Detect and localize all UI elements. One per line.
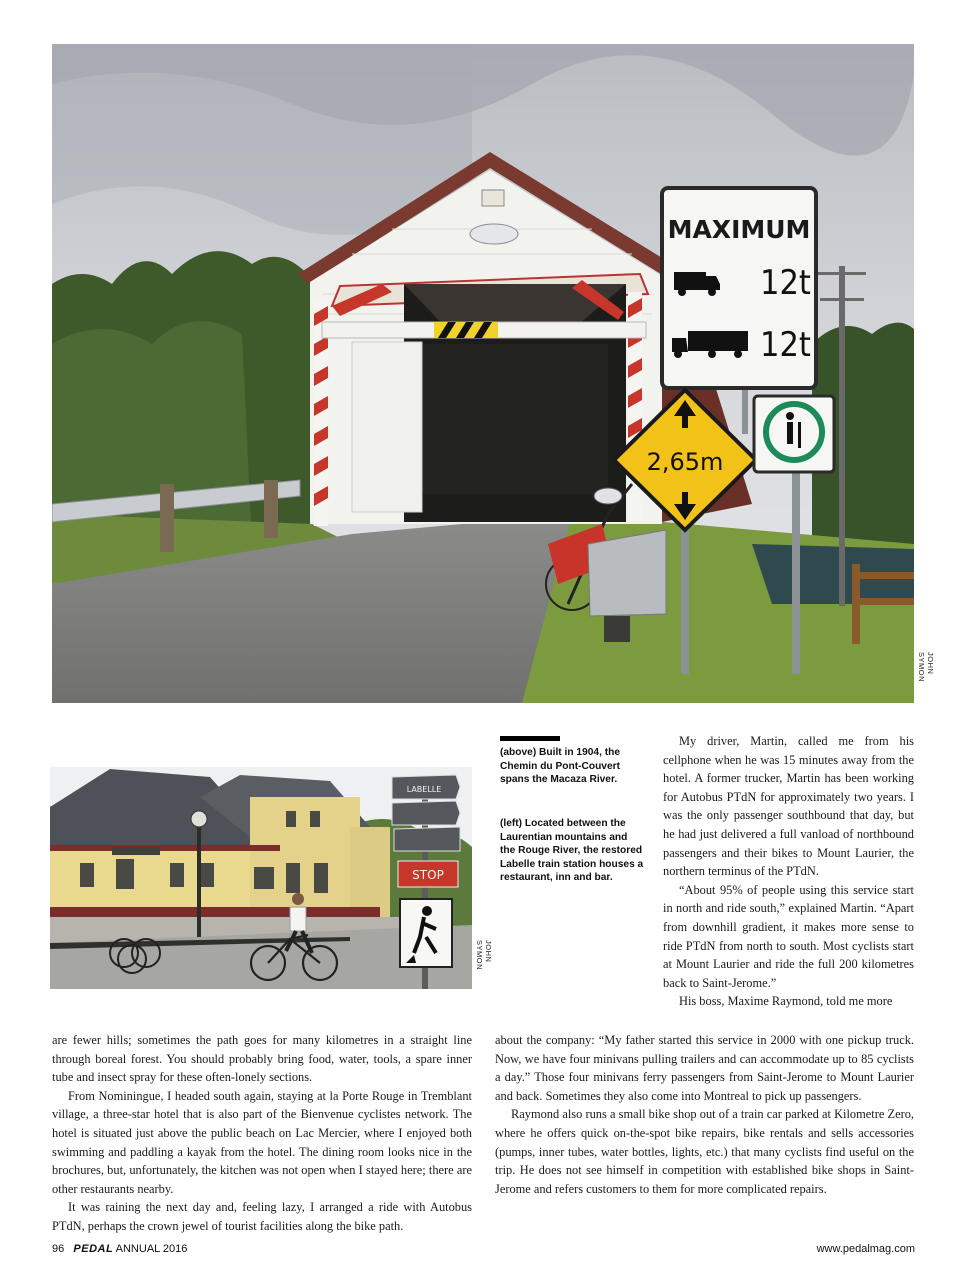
caption-above: (above) Built in 1904, the Chemin du Pont-Couvert spans the Macaza River. (500, 747, 621, 785)
bottom-left-column (52, 1031, 472, 1236)
sign-labelle-text: LABELLE (406, 785, 442, 794)
sign-maximum-text: MAXIMUM (667, 215, 811, 244)
footer-left (52, 1243, 187, 1255)
sign-weight-semi-text: 12t (760, 325, 811, 365)
issue-label: ANNUAL 2016 (115, 1243, 188, 1255)
train-station-photo (50, 767, 472, 989)
covered-bridge-photo (52, 44, 914, 703)
paragraph: are fewer hills; sometimes the path goes for many kilometres in a straight line through boreal forest. You should probably bring food, water, tools, a spare inner tube and insect spray for these often-lonely sections. (52, 1033, 472, 1085)
stop-sign (398, 861, 458, 887)
covered-bridge-illustration (52, 44, 914, 703)
paragraph: From Nominingue, I headed south again, staying at la Porte Rouge in Tremblant village, a three-star hotel that is also part of the Bienvenue cyclistes network. The hotel is situated just above the public beach on Lac Mercier, where I enjoyed both swimming and paddling a kayak from the hotel. The dining room looks nice in the brochures, but, unfortunately, the kitchen was not open when I stayed here; there are other restaurants nearby. (52, 1088, 472, 1196)
magazine-brand: PEDAL (73, 1243, 114, 1255)
train-station-illustration (50, 767, 472, 989)
pedestrian-crossing-sign (400, 899, 452, 967)
sign-weight-truck-text: 12t (760, 263, 811, 303)
photo-credit-top-outside: JOHN SYMON (917, 652, 935, 683)
paragraph: It was raining the next day and, feeling lazy, I arranged a ride with Autobus PTdN, perhaps the crown jewel of tourist facilities along the bike path. (52, 1200, 472, 1233)
page-number: 96 (52, 1243, 65, 1255)
sign-stop-text: STOP (412, 868, 444, 882)
pedestrian-sign (754, 396, 834, 472)
paragraph: My driver, Martin, called me from his cellphone when he was 15 minutes away from the hotel. A former trucker, Martin has been working for Autobus PTdN for approximately two years. I was the only passenger southbound that day, but he had just delivered a full vanload of northbound passengers and their bikes to Mount Laurier, the northern terminus of the PTdN. (663, 734, 914, 879)
paragraph: “About 95% of people using this service start in north and ride south,” explained Martin. “Apart from downhill gradient, it makes more sense to ride PTdN from north to south. Most cyclists start at Mount Laurier and ride the full 200 kilometres back to Saint-Jerome.” (663, 882, 914, 990)
caption-left: (left) Located between the Laurentian mountains and the Rouge River, the restored Labelle train station houses a restaurant, inn and bar. (500, 818, 644, 883)
maximum-weight-sign (662, 188, 816, 388)
paragraph: Raymond also runs a small bike shop out of a train car parked at Kilometre Zero, where he offers quick on-the-spot bike repairs, bike rentals and sells accessories (pumps, inner tubes, water bottles, lights, etc.) that many cyclists find useful on the trip. He does not see himself in competition with established bike shops in Saint-Jerome and refers customers to them for more complicated repairs. (495, 1107, 914, 1196)
paragraph: about the company: “My father started this service in 2000 with one pickup truck. Now, we have four minivans pulling trailers and can accommodate up to 85 cyclists a day.” Those four minivans ferry passengers from Saint-Jerome to Mount Laurier and back. Sometimes they also come into Montreal to pick up passengers. (495, 1033, 914, 1103)
caption-rule (500, 736, 560, 741)
footer-website: www.pedalmag.com (816, 1243, 915, 1255)
sign-clearance-text: 2,65m (646, 448, 724, 476)
labelle-direction-signs (392, 775, 460, 851)
right-column-text (663, 732, 914, 1011)
photo-credit-left: JOHN SYMON (475, 940, 493, 971)
bottom-right-column (495, 1031, 914, 1198)
paragraph: His boss, Maxime Raymond, told me more (679, 994, 893, 1009)
